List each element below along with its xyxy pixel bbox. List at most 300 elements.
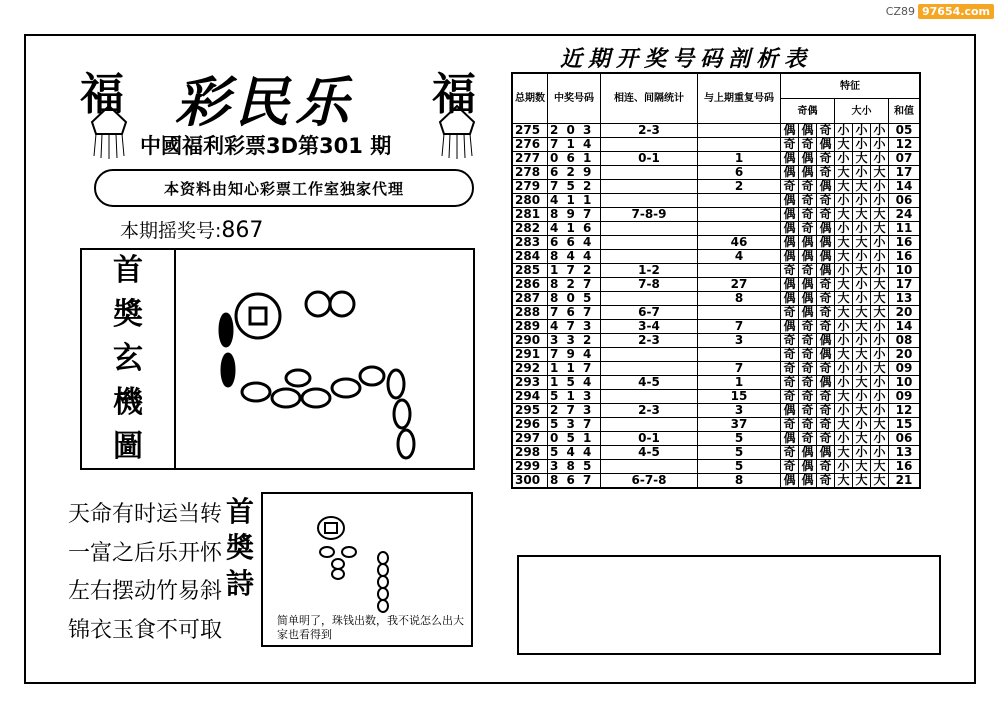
coin-icon [306, 292, 330, 316]
consecutive-cell [601, 194, 698, 208]
consecutive-cell: 7-8-9 [601, 208, 698, 222]
table-row [512, 292, 920, 306]
consecutive-cell [601, 250, 698, 264]
watermark-site: 97654.com [918, 4, 994, 19]
table-row [512, 208, 920, 222]
poem-label-char: 奬 [226, 531, 255, 564]
period-cell: 282 [512, 222, 548, 236]
poem-line: 锦衣玉食不可取 [68, 617, 223, 643]
number-cell: 7 1 4 [548, 138, 601, 152]
header-repeat: 与上期重复号码 [698, 73, 781, 124]
odd-even-cell: 奇 [781, 138, 799, 152]
big-small-cell: 小 [853, 250, 871, 264]
table-row [512, 306, 920, 320]
coin-icon [330, 292, 354, 316]
repeat-cell [698, 348, 781, 362]
period-cell: 280 [512, 194, 548, 208]
odd-even-cell: 偶 [781, 222, 799, 236]
table-row [512, 474, 920, 489]
odd-even-cell: 奇 [799, 334, 817, 348]
odd-even-cell: 奇 [817, 278, 835, 292]
big-small-cell: 小 [871, 390, 889, 404]
big-small-cell: 大 [871, 208, 889, 222]
table-row [512, 180, 920, 194]
poem-line: 天命有时运当转 [68, 502, 223, 527]
consecutive-cell: 2-3 [601, 124, 698, 138]
odd-even-cell: 偶 [799, 236, 817, 250]
bead-icon [398, 430, 414, 458]
period-cell: 287 [512, 292, 548, 306]
odd-even-cell: 偶 [781, 194, 799, 208]
sum-cell: 17 [889, 166, 921, 180]
period-cell: 297 [512, 432, 548, 446]
sum-cell: 24 [889, 208, 921, 222]
repeat-cell [698, 138, 781, 152]
odd-even-cell: 奇 [781, 334, 799, 348]
odd-even-cell: 偶 [799, 250, 817, 264]
big-small-cell: 大 [835, 236, 853, 250]
sum-cell: 16 [889, 460, 921, 474]
big-small-cell: 小 [871, 446, 889, 460]
blank-notes-box [517, 555, 941, 655]
big-small-cell: 大 [871, 222, 889, 236]
big-small-cell: 小 [871, 138, 889, 152]
bead-icon [272, 389, 300, 407]
big-small-cell: 大 [835, 306, 853, 320]
number-cell: 7 5 2 [548, 180, 601, 194]
consecutive-cell [601, 138, 698, 152]
big-small-cell: 大 [835, 348, 853, 362]
repeat-cell: 3 [698, 334, 781, 348]
number-cell: 2 0 3 [548, 124, 601, 138]
odd-even-cell: 奇 [817, 194, 835, 208]
table-row [512, 194, 920, 208]
period-cell: 281 [512, 208, 548, 222]
odd-even-cell: 奇 [799, 376, 817, 390]
big-small-cell: 小 [871, 376, 889, 390]
consecutive-cell: 6-7-8 [601, 474, 698, 489]
big-small-cell: 小 [853, 334, 871, 348]
repeat-cell [698, 124, 781, 138]
big-small-cell: 大 [871, 306, 889, 320]
poem-line: 左右摆动竹易斜 [68, 579, 223, 604]
sum-cell: 10 [889, 264, 921, 278]
repeat-cell: 8 [698, 292, 781, 306]
odd-even-cell: 偶 [817, 348, 835, 362]
number-cell: 3 3 2 [548, 334, 601, 348]
number-cell: 3 8 5 [548, 460, 601, 474]
puzzle-label-char: 首 [113, 253, 143, 288]
draw-number-value: 867 [221, 218, 264, 243]
period-cell: 295 [512, 404, 548, 418]
big-small-cell: 大 [853, 376, 871, 390]
big-small-cell: 小 [835, 152, 853, 166]
odd-even-cell: 偶 [817, 264, 835, 278]
bead-icon [378, 552, 388, 564]
number-cell: 1 5 4 [548, 376, 601, 390]
poem [68, 496, 222, 650]
repeat-cell: 4 [698, 250, 781, 264]
big-small-cell: 大 [853, 460, 871, 474]
repeat-cell: 8 [698, 474, 781, 489]
sum-cell: 10 [889, 376, 921, 390]
odd-even-cell: 偶 [799, 152, 817, 166]
period-cell: 283 [512, 236, 548, 250]
odd-even-cell: 偶 [817, 222, 835, 236]
big-small-cell: 小 [853, 446, 871, 460]
odd-even-cell: 奇 [799, 418, 817, 432]
bead-icon [378, 576, 388, 588]
odd-even-cell: 偶 [781, 208, 799, 222]
draw-number-line [120, 216, 263, 243]
odd-even-cell: 奇 [799, 404, 817, 418]
repeat-cell: 1 [698, 376, 781, 390]
odd-even-cell: 奇 [799, 180, 817, 194]
number-cell: 1 1 7 [548, 362, 601, 376]
odd-even-cell: 奇 [817, 124, 835, 138]
period-cell: 278 [512, 166, 548, 180]
sum-cell: 20 [889, 348, 921, 362]
big-small-cell: 小 [835, 194, 853, 208]
odd-even-cell: 偶 [817, 138, 835, 152]
big-small-cell: 大 [853, 208, 871, 222]
number-cell: 4 1 6 [548, 222, 601, 236]
repeat-cell: 1 [698, 152, 781, 166]
table-row [512, 432, 920, 446]
header-sum: 和值 [889, 99, 921, 124]
table-row [512, 138, 920, 152]
odd-even-cell: 奇 [781, 446, 799, 460]
number-cell: 0 6 1 [548, 152, 601, 166]
odd-even-cell: 奇 [817, 474, 835, 489]
puzzle-label-char: 圖 [113, 429, 143, 464]
big-small-cell: 大 [853, 152, 871, 166]
consecutive-cell: 7-8 [601, 278, 698, 292]
odd-even-cell: 奇 [781, 376, 799, 390]
header-number: 中奖号码 [548, 73, 601, 124]
period-cell: 300 [512, 474, 548, 489]
odd-even-cell: 奇 [799, 138, 817, 152]
poem-label-char: 首 [226, 495, 255, 528]
consecutive-cell: 0-1 [601, 432, 698, 446]
odd-even-cell: 奇 [817, 432, 835, 446]
big-small-cell: 小 [835, 432, 853, 446]
watermark [886, 4, 994, 19]
big-small-cell: 大 [871, 460, 889, 474]
odd-even-cell: 奇 [781, 418, 799, 432]
sum-cell: 06 [889, 432, 921, 446]
period-cell: 293 [512, 376, 548, 390]
odd-even-cell: 奇 [781, 348, 799, 362]
odd-even-cell: 奇 [817, 166, 835, 180]
number-cell: 1 7 2 [548, 264, 601, 278]
table-row [512, 334, 920, 348]
odd-even-cell: 偶 [817, 376, 835, 390]
bead-icon [388, 370, 404, 398]
big-small-cell: 大 [853, 264, 871, 278]
issue-subtitle: 中國福利彩票3D第301 期 [140, 134, 392, 158]
big-small-cell: 大 [853, 474, 871, 489]
big-small-cell: 大 [871, 474, 889, 489]
big-small-cell: 小 [871, 194, 889, 208]
table-row [512, 166, 920, 180]
odd-even-cell: 偶 [799, 446, 817, 460]
repeat-cell: 5 [698, 432, 781, 446]
table-title: 近期开奖号码剖析表 [560, 46, 813, 72]
repeat-cell: 5 [698, 446, 781, 460]
big-small-cell: 小 [871, 236, 889, 250]
bead-icon [302, 389, 330, 407]
big-small-cell: 大 [871, 362, 889, 376]
odd-even-cell: 偶 [817, 250, 835, 264]
consecutive-cell [601, 390, 698, 404]
odd-even-cell: 奇 [817, 320, 835, 334]
sum-cell: 21 [889, 474, 921, 489]
analysis-table [511, 72, 921, 489]
table-row [512, 264, 920, 278]
number-cell: 8 0 5 [548, 292, 601, 306]
consecutive-cell: 2-3 [601, 334, 698, 348]
big-small-cell: 小 [871, 320, 889, 334]
number-cell: 0 5 1 [548, 432, 601, 446]
table-row [512, 404, 920, 418]
number-cell: 8 4 4 [548, 250, 601, 264]
consecutive-cell: 2-3 [601, 404, 698, 418]
big-small-cell: 大 [835, 390, 853, 404]
sum-cell: 11 [889, 222, 921, 236]
odd-even-cell: 奇 [799, 208, 817, 222]
big-small-cell: 大 [853, 320, 871, 334]
puzzle-label [82, 250, 176, 468]
big-small-cell: 小 [853, 166, 871, 180]
odd-even-cell: 偶 [781, 474, 799, 489]
small-puzzle-drawing [313, 512, 413, 614]
sum-cell: 16 [889, 250, 921, 264]
sum-cell: 15 [889, 418, 921, 432]
sum-cell: 07 [889, 152, 921, 166]
number-cell: 6 2 9 [548, 166, 601, 180]
repeat-cell: 5 [698, 460, 781, 474]
big-small-cell: 大 [871, 278, 889, 292]
table-row [512, 348, 920, 362]
odd-even-cell: 奇 [799, 320, 817, 334]
period-cell: 292 [512, 362, 548, 376]
big-small-cell: 小 [871, 264, 889, 278]
repeat-cell: 6 [698, 166, 781, 180]
agency-banner: 本资料由知心彩票工作室独家代理 [94, 169, 474, 207]
table-row [512, 250, 920, 264]
coin-icon [318, 517, 344, 539]
big-small-cell: 小 [853, 418, 871, 432]
big-small-cell: 小 [871, 152, 889, 166]
number-cell: 8 2 7 [548, 278, 601, 292]
odd-even-cell: 偶 [799, 292, 817, 306]
bead-icon [320, 547, 334, 557]
odd-even-cell: 奇 [781, 390, 799, 404]
table-row [512, 418, 920, 432]
big-small-cell: 大 [835, 208, 853, 222]
odd-even-cell: 奇 [781, 362, 799, 376]
puzzle-label-char: 奬 [113, 297, 143, 332]
period-cell: 298 [512, 446, 548, 460]
odd-even-cell: 奇 [781, 306, 799, 320]
repeat-cell: 3 [698, 404, 781, 418]
period-cell: 289 [512, 320, 548, 334]
odd-even-cell: 偶 [781, 250, 799, 264]
big-small-cell: 小 [853, 362, 871, 376]
number-cell: 2 7 3 [548, 404, 601, 418]
odd-even-cell: 偶 [781, 292, 799, 306]
odd-even-cell: 奇 [817, 152, 835, 166]
big-small-cell: 大 [835, 418, 853, 432]
sum-cell: 08 [889, 334, 921, 348]
odd-even-cell: 奇 [817, 208, 835, 222]
big-small-cell: 小 [835, 404, 853, 418]
poem-label [226, 494, 258, 602]
period-cell: 285 [512, 264, 548, 278]
big-small-cell: 大 [835, 250, 853, 264]
consecutive-cell: 6-7 [601, 306, 698, 320]
odd-even-cell: 偶 [781, 236, 799, 250]
consecutive-cell: 0-1 [601, 152, 698, 166]
odd-even-cell: 奇 [799, 432, 817, 446]
big-small-cell: 大 [835, 180, 853, 194]
period-cell: 286 [512, 278, 548, 292]
bead-icon [378, 588, 388, 600]
odd-even-cell: 偶 [817, 446, 835, 460]
number-cell: 5 1 3 [548, 390, 601, 404]
odd-even-cell: 奇 [817, 418, 835, 432]
watermark-left: CZ89 [885, 5, 915, 18]
bead-icon [378, 600, 388, 612]
odd-even-cell: 偶 [799, 306, 817, 320]
number-cell: 5 4 4 [548, 446, 601, 460]
period-cell: 294 [512, 390, 548, 404]
table-row [512, 446, 920, 460]
big-small-cell: 小 [871, 124, 889, 138]
big-small-cell: 大 [853, 432, 871, 446]
consecutive-cell [601, 348, 698, 362]
big-small-cell: 小 [835, 376, 853, 390]
period-cell: 288 [512, 306, 548, 320]
big-small-cell: 小 [853, 124, 871, 138]
repeat-cell: 7 [698, 362, 781, 376]
odd-even-cell: 奇 [781, 264, 799, 278]
odd-even-cell: 偶 [781, 432, 799, 446]
period-cell: 290 [512, 334, 548, 348]
fu-right-text: 福 [432, 69, 476, 120]
table-row [512, 362, 920, 376]
odd-even-cell: 偶 [781, 152, 799, 166]
odd-even-cell: 奇 [817, 292, 835, 306]
period-cell: 296 [512, 418, 548, 432]
odd-even-cell: 奇 [799, 390, 817, 404]
big-small-cell: 小 [835, 222, 853, 236]
odd-even-cell: 偶 [781, 320, 799, 334]
big-small-cell: 小 [871, 250, 889, 264]
period-cell: 299 [512, 460, 548, 474]
bead-icon [220, 314, 232, 346]
odd-even-cell: 偶 [781, 124, 799, 138]
big-small-cell: 小 [871, 334, 889, 348]
table-row [512, 460, 920, 474]
number-cell: 4 7 3 [548, 320, 601, 334]
bead-icon [242, 383, 270, 401]
big-small-cell: 大 [871, 166, 889, 180]
repeat-cell [698, 222, 781, 236]
big-small-cell: 小 [871, 348, 889, 362]
bead-icon [342, 547, 356, 557]
sum-cell: 09 [889, 362, 921, 376]
big-small-cell: 大 [853, 348, 871, 362]
consecutive-cell [601, 166, 698, 180]
big-small-cell: 小 [835, 320, 853, 334]
odd-even-cell: 偶 [799, 460, 817, 474]
period-cell: 291 [512, 348, 548, 362]
consecutive-cell [601, 460, 698, 474]
sum-cell: 14 [889, 180, 921, 194]
sum-cell: 12 [889, 404, 921, 418]
big-small-cell: 大 [835, 278, 853, 292]
odd-even-cell: 奇 [799, 362, 817, 376]
sum-cell: 17 [889, 278, 921, 292]
bead-icon [332, 559, 344, 569]
puzzle-label-char: 機 [113, 385, 143, 420]
number-cell: 8 6 7 [548, 474, 601, 489]
number-cell: 6 6 4 [548, 236, 601, 250]
repeat-cell [698, 194, 781, 208]
repeat-cell: 27 [698, 278, 781, 292]
lantern-right-icon [432, 104, 482, 160]
consecutive-cell: 4-5 [601, 446, 698, 460]
big-small-cell: 大 [853, 180, 871, 194]
header-big-small: 大小 [835, 99, 889, 124]
odd-even-cell: 偶 [799, 278, 817, 292]
big-small-cell: 小 [835, 124, 853, 138]
bead-icon [378, 564, 388, 576]
odd-even-cell: 奇 [817, 390, 835, 404]
repeat-cell [698, 208, 781, 222]
sum-cell: 12 [889, 138, 921, 152]
big-small-cell: 小 [871, 404, 889, 418]
consecutive-cell [601, 180, 698, 194]
sum-cell: 06 [889, 194, 921, 208]
odd-even-cell: 偶 [799, 474, 817, 489]
odd-even-cell: 奇 [799, 194, 817, 208]
big-small-cell: 大 [871, 418, 889, 432]
big-small-cell: 小 [871, 180, 889, 194]
bead-icon [332, 569, 344, 579]
number-cell: 7 9 4 [548, 348, 601, 362]
puzzle-label-char: 玄 [113, 341, 143, 376]
coin-icon [236, 294, 280, 338]
bead-icon [360, 367, 384, 385]
puzzle-box [80, 248, 475, 470]
big-small-cell: 小 [853, 390, 871, 404]
poem-label-char: 詩 [226, 567, 255, 600]
repeat-cell: 7 [698, 320, 781, 334]
period-cell: 279 [512, 180, 548, 194]
number-cell: 5 3 7 [548, 418, 601, 432]
table-row [512, 278, 920, 292]
odd-even-cell: 奇 [817, 404, 835, 418]
header-feature: 特征 [781, 73, 921, 99]
big-small-cell: 小 [835, 460, 853, 474]
consecutive-cell: 1-2 [601, 264, 698, 278]
sum-cell: 20 [889, 306, 921, 320]
repeat-cell [698, 306, 781, 320]
odd-even-cell: 偶 [817, 236, 835, 250]
